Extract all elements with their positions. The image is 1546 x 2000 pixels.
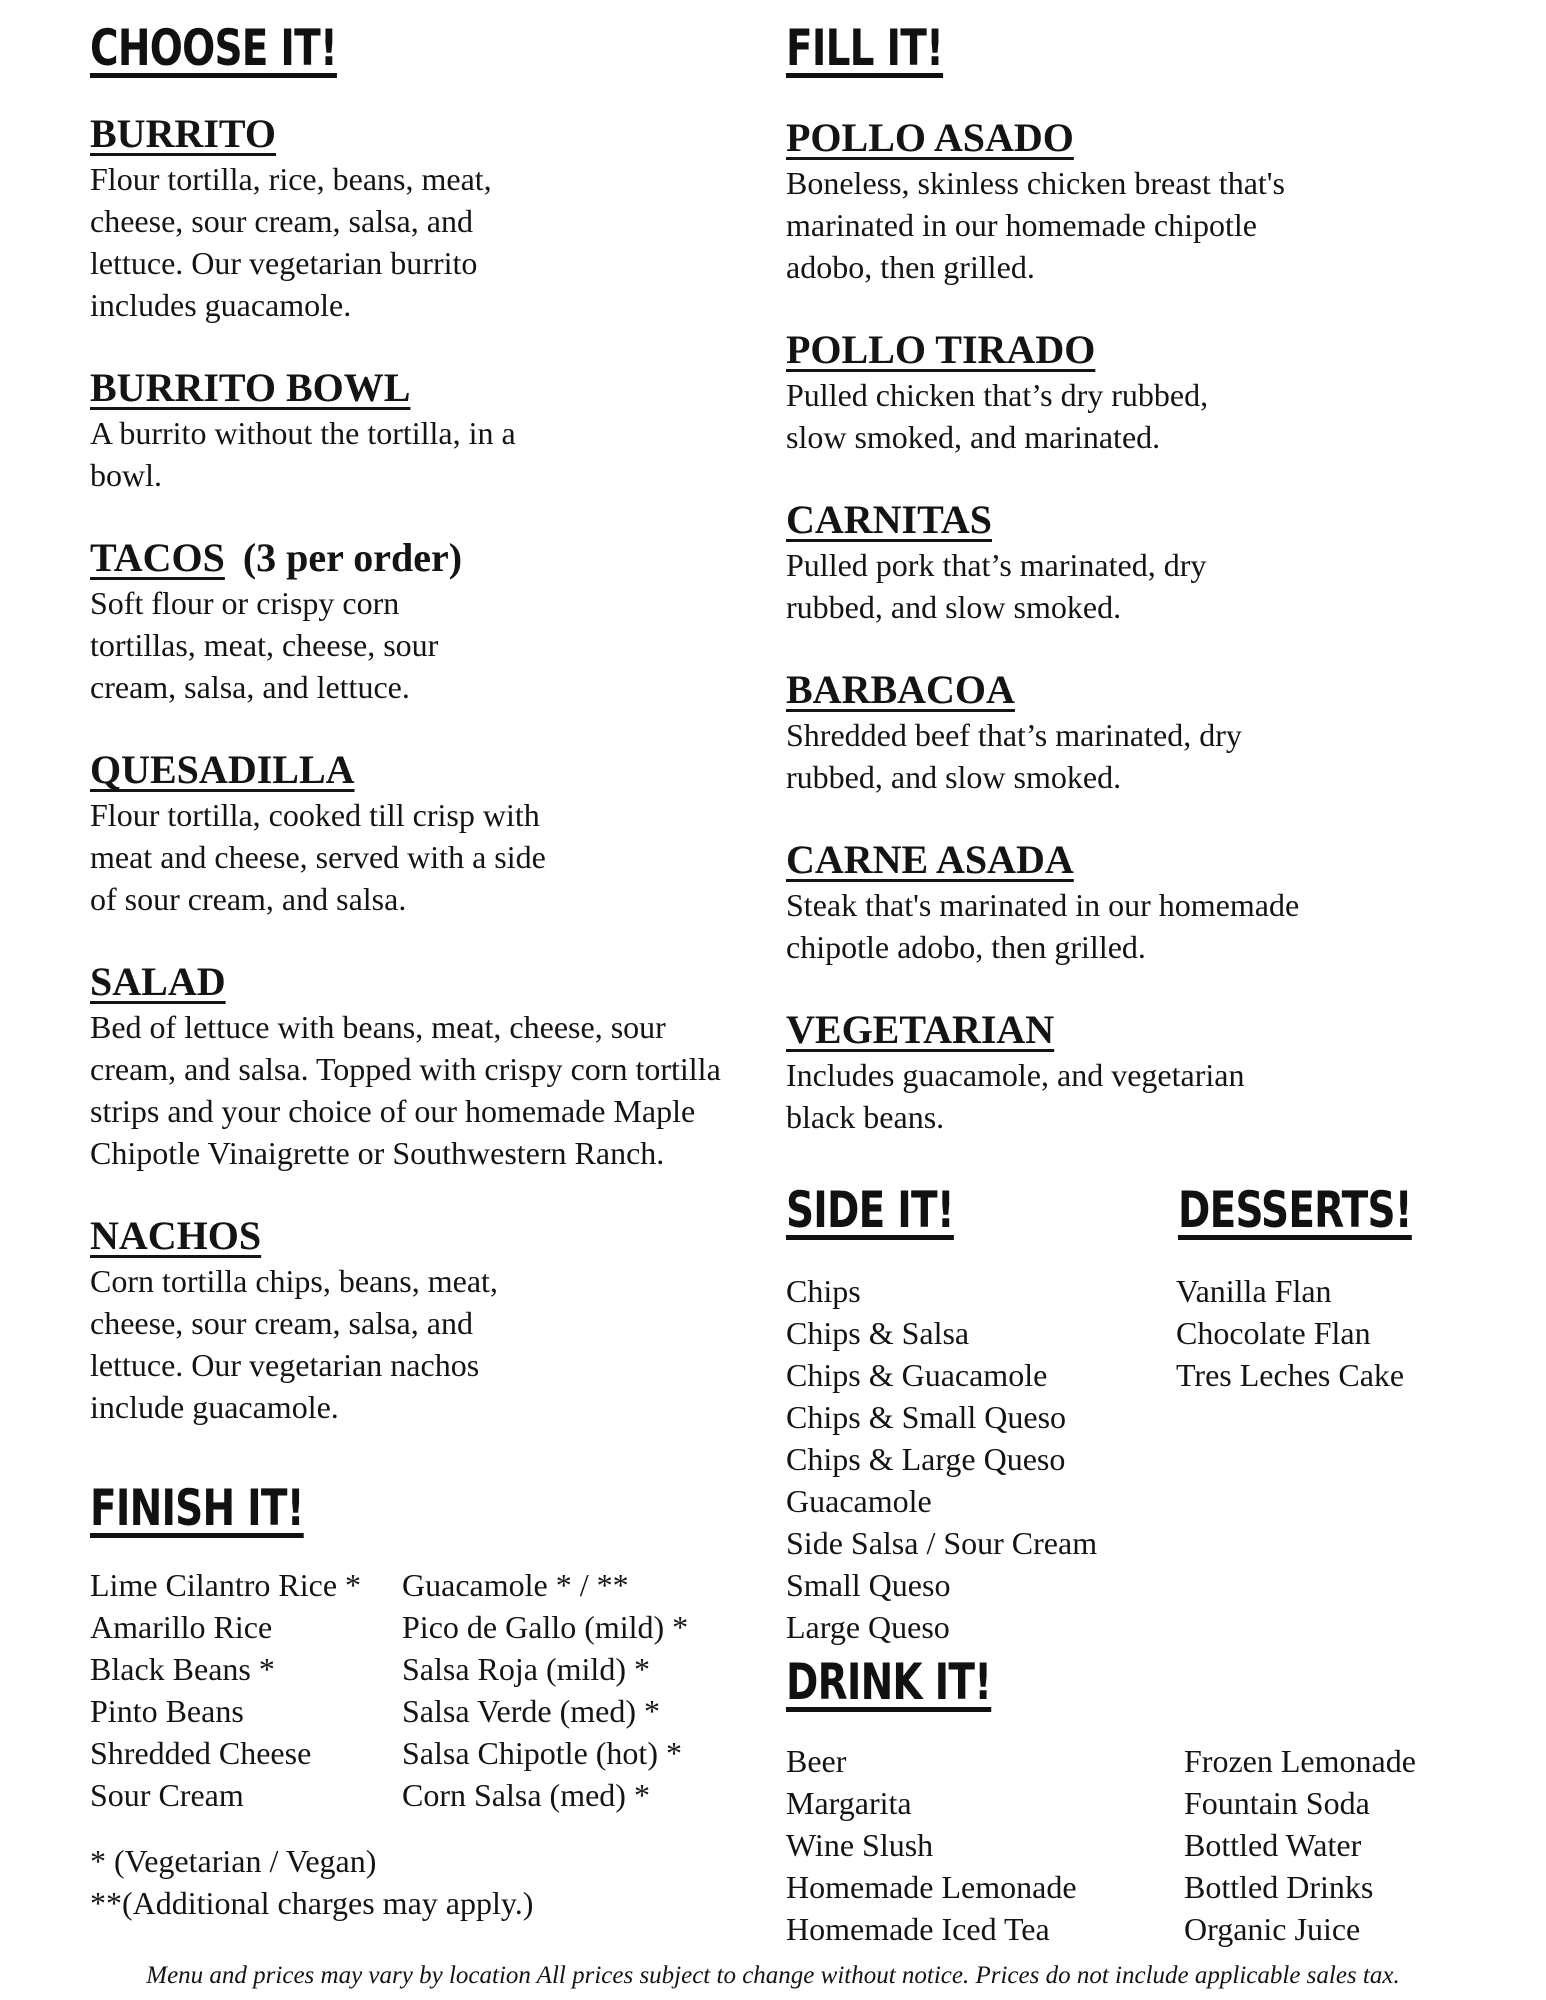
list-item: Tres Leches Cake [1176,1357,1405,1393]
item-name: BURRITO BOWL [90,365,411,410]
list-item: Pinto Beans [90,1693,244,1729]
choose-item-burrito [90,112,710,326]
list-item: Shredded Cheese [90,1735,312,1771]
choose-title: CHOOSE IT! [90,19,337,77]
item-name: CARNITAS [786,497,992,542]
list-item: Fountain Soda [1184,1785,1370,1821]
item-description: Steak that's marinated in our homemade chipotle adobo, then grilled. [786,887,1300,965]
choose-section [90,18,407,78]
item-description: Includes guacamole, and vegetarian black beans. [786,1057,1245,1135]
drink-section [786,1652,1049,1712]
item-description: Pulled chicken that’s dry rubbed, slow smoked, and marinated. [786,377,1209,455]
list-item: Vanilla Flan [1176,1273,1332,1309]
item-note: (3 per order) [242,535,463,580]
item-name [90,536,710,580]
item-description: Shredded beef that’s marinated, dry rubbed, and slow smoked. [786,717,1242,795]
footnote-additional-charges: **(Additional charges may apply.) [90,1885,534,1921]
desserts-list [1176,1270,1404,1396]
item-description: Pulled pork that’s marinated, dry rubbed, and slow smoked. [786,547,1207,625]
item-name: BURRITO [90,111,276,156]
fill-section [786,18,987,78]
drink-list-right [1184,1740,1416,1950]
list-item: Large Queso [786,1609,950,1645]
item-name: CARNE ASADA [786,837,1074,882]
item-name: QUESADILLA [90,747,355,792]
side-section [786,1180,1001,1240]
list-item: Chocolate Flan [1176,1315,1371,1351]
list-item: Guacamole [786,1483,932,1519]
finish-list-left [90,1564,361,1816]
choose-item-tacos [90,536,710,708]
fill-item-carne-asada [786,838,1386,968]
list-item: Beer [786,1743,847,1779]
list-item: Chips & Small Queso [786,1399,1067,1435]
choose-item-nachos [90,1214,710,1428]
item-description: Flour tortilla, rice, beans, meat, cheese, sour cream, salsa, and lettuce. Our vegetarian burrito includes guacamole. [90,161,492,323]
side-list [786,1270,1097,1648]
fill-title: FILL IT! [786,19,944,77]
item-name: SALAD [90,959,226,1004]
list-item: Salsa Verde (med) * [402,1693,660,1729]
fill-item-pollo-tirado [786,328,1386,458]
item-name: POLLO ASADO [786,115,1074,160]
item-description: Corn tortilla chips, beans, meat, cheese, sour cream, salsa, and lettuce. Our vegetarian nachos include guacamole. [90,1263,498,1425]
item-description: Bed of lettuce with beans, meat, cheese, sour cream, and salsa. Topped with crispy corn tortilla strips and your choice of our homemade Maple Chipotle Vinaigrette or Southwestern Ranch. [90,1009,721,1171]
list-item: Pico de Gallo (mild) * [402,1609,689,1645]
list-item: Amarillo Rice [90,1609,273,1645]
list-item: Wine Slush [786,1827,934,1863]
finish-list-right [402,1564,688,1816]
choose-item-burrito-bowl [90,366,710,496]
list-item: Side Salsa / Sour Cream [786,1525,1098,1561]
desserts-section [1178,1180,1478,1240]
finish-title: FINISH IT! [90,1479,304,1537]
list-item: Chips & Salsa [786,1315,970,1351]
list-item: Salsa Roja (mild) * [402,1651,650,1687]
fill-item-pollo-asado [786,116,1386,288]
list-item: Salsa Chipotle (hot) * [402,1735,682,1771]
list-item: Bottled Water [1184,1827,1362,1863]
list-item: Margarita [786,1785,912,1821]
list-item: Corn Salsa (med) * [402,1777,650,1813]
item-description: Soft flour or crispy corn tortillas, meat, cheese, sour cream, salsa, and lettuce. [90,585,439,705]
list-item: Sour Cream [90,1777,244,1813]
item-name: POLLO TIRADO [786,327,1096,372]
list-item: Homemade Lemonade [786,1869,1077,1905]
item-name: VEGETARIAN [786,1007,1055,1052]
list-item: Organic Juice [1184,1911,1361,1947]
item-name: BARBACOA [786,667,1015,712]
desserts-title: DESSERTS! [1178,1181,1412,1239]
item-description: A burrito without the tortilla, in a bowl. [90,415,516,493]
list-item: Small Queso [786,1567,951,1603]
finish-section [90,1478,364,1538]
list-item: Frozen Lemonade [1184,1743,1416,1779]
fill-item-carnitas [786,498,1386,628]
list-item: Guacamole * / ** [402,1567,629,1603]
list-item: Chips & Guacamole [786,1357,1048,1393]
drink-list-left [786,1740,1077,1950]
list-item: Chips & Large Queso [786,1441,1066,1477]
drink-title: DRINK IT! [786,1653,992,1711]
item-description: Boneless, skinless chicken breast that's marinated in our homemade chipotle adobo, then grilled. [786,165,1285,285]
list-item: Bottled Drinks [1184,1869,1374,1905]
list-item: Lime Cilantro Rice * [90,1567,362,1603]
list-item: Black Beans * [90,1651,275,1687]
item-description: Flour tortilla, cooked till crisp with meat and cheese, served with a side of sour cream, and salsa. [90,797,546,917]
choose-item-quesadilla [90,748,710,920]
fill-item-vegetarian [786,1008,1386,1138]
disclaimer: Menu and prices may vary by location All prices subject to change without notice. Prices do not include applicable sales tax. [146,1962,1400,1989]
footnote-vegetarian: * (Vegetarian / Vegan) [90,1843,377,1879]
choose-item-salad [90,960,730,1174]
item-name-text: TACOS [90,535,225,580]
list-item: Homemade Iced Tea [786,1911,1050,1947]
item-name: NACHOS [90,1213,262,1258]
list-item: Chips [786,1273,861,1309]
side-title: SIDE IT! [786,1181,954,1239]
fill-item-barbacoa [786,668,1386,798]
